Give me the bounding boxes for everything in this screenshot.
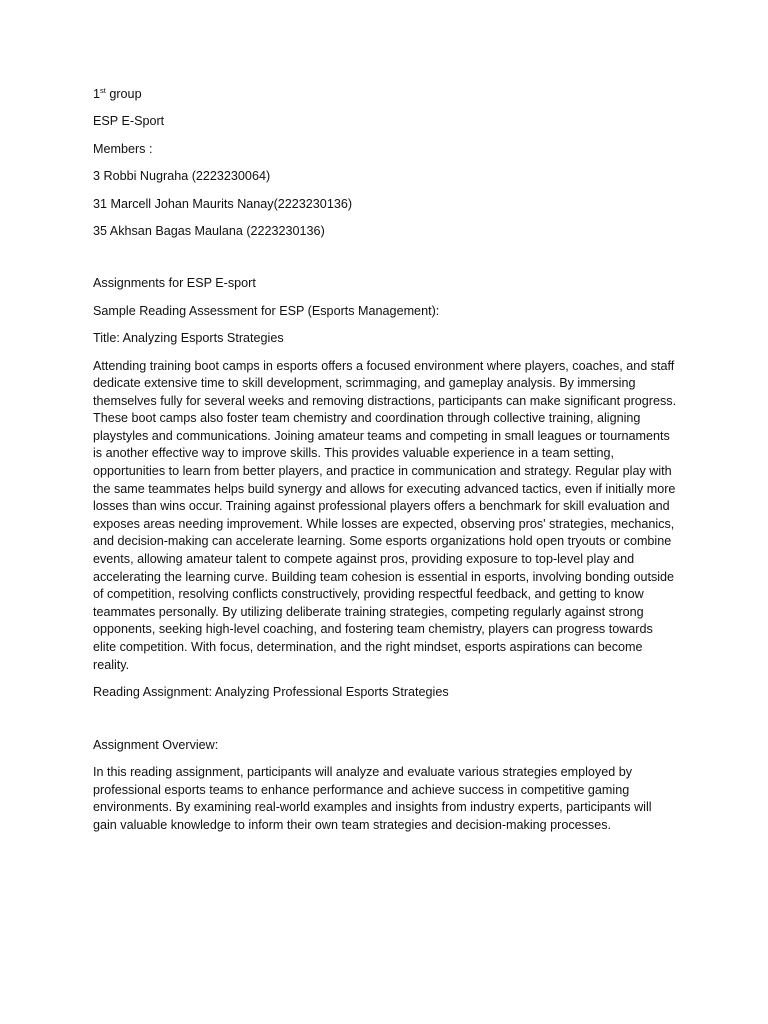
assignments-heading: Assignments for ESP E-sport	[93, 276, 256, 291]
group-word: group	[105, 87, 142, 101]
member-item: 31 Marcell Johan Maurits Nanay(2223230136)	[93, 196, 353, 211]
members-label: Members :	[93, 141, 153, 156]
group-line	[93, 86, 677, 104]
group-ordinal-suffix: st	[100, 86, 106, 95]
sample-assessment-label: Sample Reading Assessment for ESP (Esports Management):	[93, 303, 440, 318]
spacer	[93, 712, 677, 737]
title-line: Title: Analyzing Esports Strategies	[93, 331, 284, 346]
member-item: 3 Robbi Nugraha (2223230064)	[93, 169, 271, 184]
overview-paragraph: In this reading assignment, participants will analyze and evaluate various strategies employed by professional esports teams to enhance performance and achieve success in competitive gaming environments. By examining real-world examples and insights from industry experts, participants will gain valuable knowledge to inform their own team strategies and decision-making processes.	[93, 764, 652, 832]
document-page	[93, 86, 677, 844]
team-name: ESP E-Sport	[93, 114, 165, 129]
overview-heading: Assignment Overview:	[93, 737, 219, 752]
spacer	[93, 250, 677, 275]
member-item: 35 Akhsan Bagas Maulana (2223230136)	[93, 223, 325, 238]
body-paragraph: Attending training boot camps in esports offers a focused environment where players, coaches, and staff dedicate extensive time to skill development, scrimmaging, and gameplay analysis. By immersing themselves fully for several weeks and removing distractions, participants can make significant progress. These boot camps also foster team chemistry and coordination through collective training, aligning playstyles and communications. Joining amateur teams and competing in small leagues or tournaments is another effective way to improve skills. This provides valuable experience in a team setting, opportunities to learn from better players, and practice in communication and strategy. Regular play with the same teammates helps build synergy and allows for executing advanced tactics, even if initially more losses than wins occur. Training against professional players offers a benchmark for skill evaluation and exposes areas needing improvement. While losses are expected, observing pros' strategies, mechanics, and decision-making can accelerate learning. Some esports organizations hold open tryouts or combine events, allowing amateur talent to compete against pros, providing exposure to top-level play and accelerating the learning curve. Building team cohesion is essential in esports, involving bonding outside of competition, resolving conflicts constructively, providing respectful feedback, and getting to know teammates personally. By utilizing deliberate training strategies, competing regularly against strong opponents, seeking high-level coaching, and fostering team chemistry, players can progress towards elite competition. With focus, determination, and the right mindset, esports aspirations can become reality.	[93, 358, 677, 672]
group-number: 1	[93, 87, 101, 101]
reading-assignment-line: Reading Assignment: Analyzing Professional Esports Strategies	[93, 685, 449, 700]
